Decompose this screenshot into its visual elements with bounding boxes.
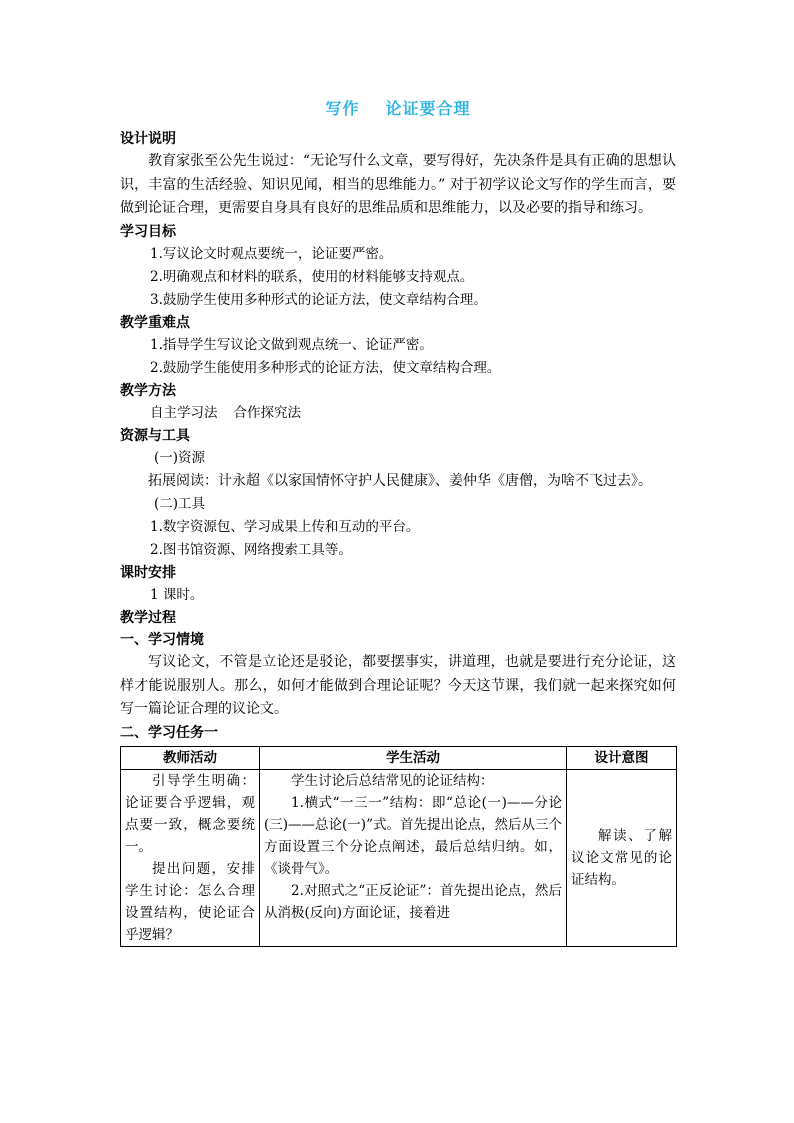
teacher-text: 引导学生明确：论证要合乎逻辑，观点要一致，概念要统一。 (125, 772, 255, 855)
goal-item: 1.写议论文时观点要统一，论证要严密。 (150, 245, 393, 262)
table-row (121, 769, 677, 946)
keypoint-item: 2.鼓励学生能使用多种形式的论证方法，使文章结构合理。 (150, 359, 501, 376)
section-1-text: 写议论文，不管是立论还是驳论，都要摆事实，讲道理，也就是要进行充分论证，这样才能说服别人。那么，如何才能做到合理论证呢？今天这节课，我们就一起来探究如何写一篇论证合理的议论文。 (120, 654, 676, 717)
document-page (120, 98, 676, 947)
schedule-heading: 课时安排 (120, 565, 176, 581)
header-intent: 设计意图 (567, 746, 677, 769)
design-text: 教育家张至公先生说过：“无论写什么文章，要写得好，先决条件是具有正确的思想认识，丰富的生活经验、知识见闻，相当的思维能力。” 对于初学议论文写作的学生而言，要做到论证合理，更需要自身具有良好的思维品质和思维能力，以及必要的指导和练习。 (120, 153, 676, 216)
header-student: 学生活动 (260, 746, 567, 769)
resources-sub-1: (一)资源 (154, 449, 206, 466)
goals-heading: 学习目标 (120, 223, 176, 240)
method-2: 合作探究法 (233, 404, 301, 421)
tool-item: 1.数字资源包、学习成果上传和互动的平台。 (150, 519, 420, 535)
goal-item: 3.鼓励学生使用多种形式的论证方法，使文章结构合理。 (150, 291, 487, 308)
goal-item: 2.明确观点和材料的联系，使用的材料能够支持观点。 (150, 268, 474, 285)
document-title (120, 98, 676, 120)
intent-text: 解读、了解议论文常见的论证结构。 (571, 827, 672, 888)
student-cell (260, 769, 567, 946)
task-table (120, 746, 677, 947)
title-part-2: 论证要合理 (385, 99, 471, 118)
method-1: 自主学习法 (150, 404, 218, 421)
header-teacher: 教师活动 (121, 746, 260, 769)
table-header-row (121, 746, 677, 769)
methods-heading: 教学方法 (120, 382, 176, 399)
student-text: 学生讨论后总结常见的论证结构： (291, 772, 494, 789)
teacher-text: 提出问题，安排学生讨论：怎么合理设置结构，使论证合乎逻辑？ (125, 860, 255, 943)
section-2-heading: 二、学习任务一 (120, 724, 218, 741)
tool-item: 2.图书馆资源、网络搜索工具等。 (150, 542, 352, 558)
student-text: 2.对照式之“正反论证”：首先提出论点，然后从消极(反向)方面论证，接着进 (264, 882, 562, 921)
methods-line (120, 402, 676, 425)
section-1-heading: 一、学习情境 (120, 632, 204, 648)
intent-cell (567, 769, 677, 946)
teacher-cell (121, 769, 260, 946)
resources-heading: 资源与工具 (120, 427, 190, 444)
design-heading: 设计说明 (120, 131, 176, 147)
keypoints-heading: 教学重难点 (120, 314, 190, 331)
student-text: 1.横式“一三一”结构：即“总论(一)——分论(三)——总论(一)”式。首先提出论点，然后从三个方面设置三个分论点阐述，最后总结归纳。如，《谈骨气》。 (264, 794, 562, 877)
title-part-1: 写作 (325, 99, 360, 118)
resources-reading: 拓展阅读：计永超《以家国情怀守护人民健康》、姜仲华《唐僧，为啥不飞过去》。 (148, 472, 652, 489)
resources-sub-2: (二)工具 (154, 496, 206, 512)
process-heading: 教学过程 (120, 610, 176, 626)
schedule-text: 1 课时。 (150, 587, 204, 603)
keypoint-item: 1.指导学生写议论文做到观点统一、论证严密。 (150, 336, 433, 353)
